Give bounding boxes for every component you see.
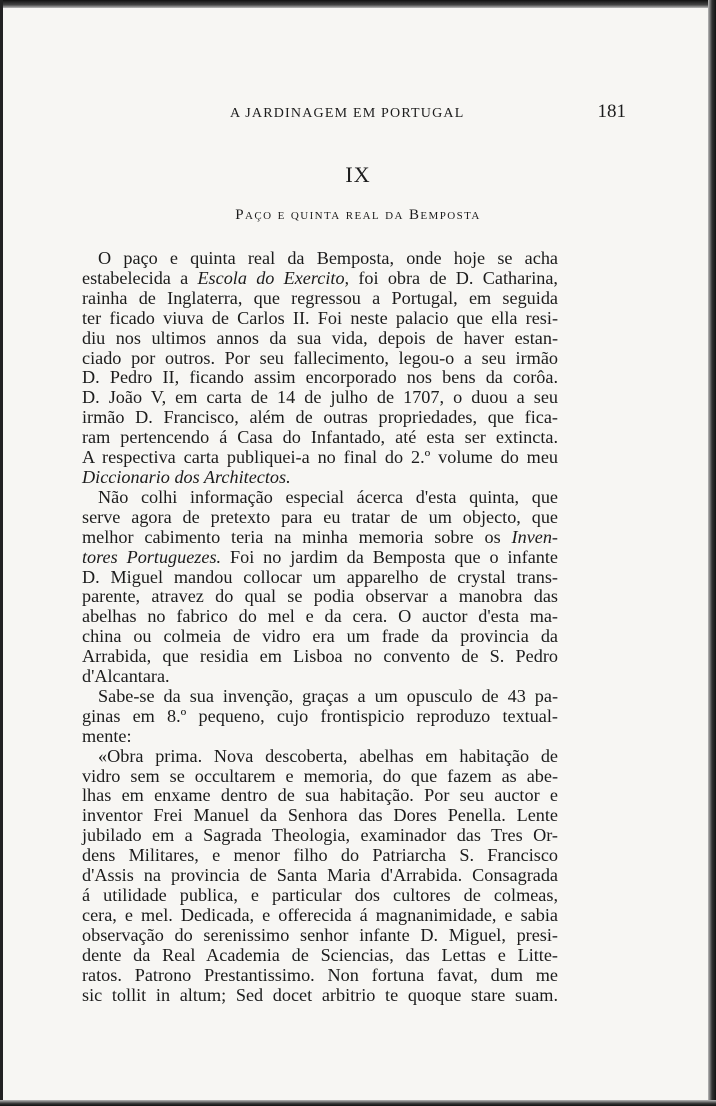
- text-line: [82, 727, 558, 747]
- text-line: [82, 587, 558, 607]
- text-run: «Obra prima. Nova descoberta, abelhas em habitação de: [98, 745, 558, 766]
- text-line: [82, 767, 558, 787]
- text-line: [82, 428, 558, 448]
- text-line: [82, 548, 558, 568]
- text-run: Foi no jardim da Bemposta que o infante: [221, 546, 558, 567]
- text-run: á utilidade publica, e particular dos cultores de colmeas,: [82, 885, 558, 905]
- text-line: [82, 846, 558, 866]
- text-line: [82, 667, 558, 687]
- text-line: [82, 468, 558, 488]
- text-run: parente, atravez do qual se podia observar a manobra das: [82, 586, 558, 607]
- text-line: [82, 269, 558, 289]
- text-run: D. Pedro II, ficando assim encorporado nos bens da corôa.: [82, 367, 558, 388]
- text-line: [82, 966, 558, 986]
- text-line: [82, 249, 558, 269]
- text-run: jubilado em a Sagrada Theologia, examinador das Tres Or-: [82, 825, 558, 846]
- text-run: A respectiva carta publiquei-a no final do 2.º volume do meu: [82, 447, 558, 468]
- text-run: foi obra de D. Catharina,: [349, 267, 558, 288]
- text-run: ratos. Patrono Prestantissimo. Non fortuna favat, dum me: [82, 964, 558, 985]
- text-run: china ou colmeia de vidro era um frade da provincia da: [82, 626, 558, 647]
- text-run: ter ficado viuva de Carlos II. Foi neste palacio que ella resi-: [82, 307, 558, 328]
- text-run: dens Militares, e menor filho do Patriarcha S. Francisco: [82, 845, 558, 866]
- text-run: Não colhi informação especial ácerca d'esta quinta, que: [98, 486, 558, 507]
- text-line: [82, 906, 558, 926]
- italic-text: Inven-: [511, 526, 558, 547]
- text-run: Arrabida, que residia em Lisboa no convento de S. Pedro: [82, 646, 558, 667]
- text-run: observação do serenissimo senhor infante D. Miguel, presi-: [82, 924, 558, 945]
- text-run: sic tollit in altum; Sed docet arbitrio te quoque stare suam.: [82, 984, 558, 1005]
- text-run: irmão D. Francisco, além de outras propriedades, que fica-: [82, 407, 558, 428]
- text-line: [82, 309, 558, 329]
- text-line: [82, 508, 558, 528]
- text-line: [82, 707, 558, 727]
- text-run: vidro sem se occultarem e memoria, do que fazem as abe-: [82, 765, 558, 786]
- text-run: serve agora de pretexto para eu tratar de um objecto, que: [82, 506, 558, 527]
- text-line: [82, 687, 558, 707]
- text-line: [82, 946, 558, 966]
- text-run: lhas em enxame dentro de sua habitação. Por seu auctor e: [82, 785, 558, 806]
- text-run: dente da Real Academia de Sciencias, das Lettas e Litte-: [82, 944, 558, 965]
- text-run: d'Assis na provincia de Santa Maria d'Arrabida. Consagrada: [82, 865, 558, 886]
- scan-edge-bottom: [0, 1100, 716, 1106]
- text-run: rainha de Inglaterra, que regressou a Portugal, em seguida: [82, 287, 558, 308]
- text-run: diu nos ultimos annos da sua vida, depois de haver estan-: [82, 327, 558, 348]
- text-run: mente:: [82, 725, 132, 746]
- running-title: A JARDINAGEM EM PORTUGAL: [230, 106, 465, 121]
- text-line: [82, 866, 558, 886]
- text-line: [82, 607, 558, 627]
- text-run: d'Alcantara.: [82, 666, 170, 687]
- text-run: O paço e quinta real da Bemposta, onde hoje se acha: [98, 248, 558, 268]
- body-text: [82, 249, 558, 1005]
- italic-text: tores Portuguezes.: [82, 546, 222, 567]
- text-line: [82, 986, 558, 1006]
- text-run: ciado por outros. Por seu fallecimento, legou-o a seu irmão: [82, 347, 558, 368]
- italic-text: Escola do Exercito,: [197, 267, 350, 288]
- running-head: [88, 103, 648, 127]
- chapter-title: Paço e quinta real da Bemposta: [235, 207, 481, 223]
- text-run: ginas em 8.º pequeno, cujo frontispicio reproduzo textual-: [82, 705, 558, 726]
- text-line: [82, 826, 558, 846]
- text-run: cera, e mel. Dedicada, e offerecida á magnanimidade, e sabia: [82, 904, 558, 925]
- text-line: [82, 349, 558, 369]
- chapter-numeral: IX: [345, 162, 371, 187]
- text-line: [82, 388, 558, 408]
- text-run: estabelecida a: [82, 267, 198, 288]
- text-line: [82, 528, 558, 548]
- text-line: [82, 368, 558, 388]
- text-run: Sabe-se da sua invenção, graças a um opusculo de 43 pa-: [98, 685, 558, 706]
- text-line: [82, 568, 558, 588]
- text-line: [82, 448, 558, 468]
- text-run: abelhas no fabrico do mel e da cera. O auctor d'esta ma-: [82, 606, 558, 627]
- text-run: ram pertencendo á Casa do Infantado, até esta ser extincta.: [82, 427, 558, 448]
- text-line: [82, 329, 558, 349]
- text-line: [82, 408, 558, 428]
- italic-text: Diccionario dos Architectos.: [82, 466, 291, 487]
- scan-edge-top: [0, 0, 716, 8]
- text-line: [82, 926, 558, 946]
- text-run: D. João V, em carta de 14 de julho de 1707, o duou a seu: [82, 387, 558, 408]
- text-line: [82, 627, 558, 647]
- text-line: [82, 806, 558, 826]
- page-number: 181: [597, 101, 626, 122]
- text-line: [82, 488, 558, 508]
- text-run: inventor Frei Manuel da Senhora das Dores Penella. Lente: [82, 805, 558, 826]
- text-line: [82, 747, 558, 767]
- text-run: melhor cabimento teria na minha memoria sobre os: [82, 526, 512, 547]
- text-run: D. Miguel mandou collocar um apparelho de crystal trans-: [82, 566, 558, 587]
- text-line: [82, 886, 558, 906]
- text-line: [82, 786, 558, 806]
- text-line: [82, 289, 558, 309]
- text-line: [82, 647, 558, 667]
